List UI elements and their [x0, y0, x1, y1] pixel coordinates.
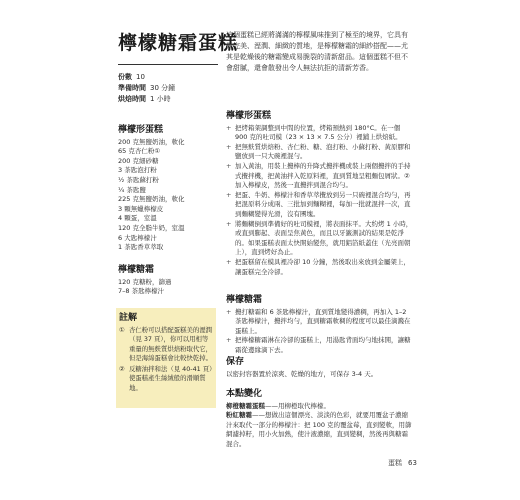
ingredient-item: 225 克無鹽奶油，軟化: [118, 195, 185, 204]
prep-time-row: [118, 83, 175, 94]
method-step: [226, 308, 414, 337]
ingredient-item: 200 克細砂糖: [118, 156, 159, 165]
step-text: 把烤箱架調整到中間的位置，烤箱預熱到 180°C。在一個 900 克的吐司模（23 × 13 × 7.5 公分）裡鋪上烘焙紙。: [235, 123, 402, 142]
plus-bullet-icon: +: [226, 336, 232, 345]
variation-text: ——想做出這個漂亮、淡淡的色彩，就要用覆盆子濃縮汁來取代一部分的檸檬汁：把 100 克的覆盆莓，直到變軟，用篩網濾掉籽，用小火加熱，使汁液濃縮，直到變稠，然後再與糖霜混合。: [226, 411, 412, 448]
servings-row: [118, 72, 175, 83]
storage-text: 以密封容器置於涼爽、乾燥的地方，可保存 3-4 天。: [226, 369, 378, 378]
method-step: [226, 162, 414, 191]
method-step: [226, 191, 414, 220]
cake-method-heading: 檸檬形蛋糕: [226, 111, 272, 121]
plus-bullet-icon: +: [226, 219, 232, 228]
step-text: 攪打糖霜和 6 茶匙檸檬汁，直到質地變得濃稠，再加入 1–2 茶匙檸檬汁，攪拌均勻，直到糖霜軟稠的程度可以最佳滴濺在蛋糕上。: [235, 307, 411, 335]
cake-ingredients: [118, 126, 218, 253]
storage-section: [226, 358, 414, 379]
step-text: 加入黃油，用裝上攪棒的升降式攪拌機或裝上兩個攪拌的手持式攪拌機，把黃油拌入乾原料裡，直到質地呈粗麵包屑狀。②加入檸檬皮，然後一直攪拌到混合均勻。: [235, 161, 411, 190]
step-text: 把檸檬糖霜淋在冷卻的蛋糕上，用湯匙背面均勻地抹開，讓糖霜從邊緣滴下去。: [235, 336, 411, 354]
step-text: 將麵糊倒到準備好的吐司模裡，將表面抹平。大約烤 1 小時，或直到膨起、表面呈焦黃色，而且以牙籤測試的結果是乾淨的。如果蛋糕表面太快開始變焦，就用鋁箔紙蓋住（光亮面朝上），直到烤好為止。: [235, 219, 413, 257]
notes-box: [116, 308, 216, 408]
method-step: [226, 124, 414, 143]
page-number: 63: [408, 459, 417, 467]
servings-label: 份數: [118, 73, 132, 81]
variation-label: 粉紅糖霜: [226, 411, 252, 420]
plus-bullet-icon: +: [226, 123, 232, 132]
storage-heading: 保存: [226, 357, 245, 367]
bake-time-label: 烘焙時間: [118, 95, 146, 103]
icing-method-heading: 檸檬糖霜: [226, 295, 263, 305]
step-text: 把蛋、牛奶、檸檬汁和香草萃攪放到另一只碗裡混合均勻，再把混原料分成兩、三批加到麵糊裡，每加一批就混拌一次，直到麵糊變得光滑，沒有團塊。: [235, 190, 411, 218]
notes-heading: 註解: [119, 313, 138, 323]
bake-time-row: [118, 94, 175, 105]
servings-value: 10: [136, 73, 145, 81]
variation-item: [226, 411, 414, 449]
recipe-meta: [118, 72, 175, 105]
note-text: 杏仁粉可以搭配蛋糕美的溼潤（見 37 頁），你可以用相等重量的無麩質烘焙粉取代它，但是海綿蛋糕會比較快乾掉。: [129, 326, 213, 362]
cake-ingredients-heading: 檸檬形蛋糕: [118, 125, 164, 135]
step-text: 把蛋糕留在模具裡冷卻 10 分鐘，然後取出來放到金屬架上，讓蛋糕完全冷卻。: [235, 257, 410, 276]
icing-ingredients-heading: 檸檬糖霜: [118, 265, 155, 275]
variation-text: ——用柳橙取代檸檬。: [265, 401, 330, 410]
ingredient-item: 200 克無鹽奶油，軟化: [118, 137, 185, 146]
prep-time-value: 30 分鐘: [150, 84, 176, 92]
ingredient-item: 3 顆無蠟檸檬皮: [118, 204, 164, 213]
variations-heading: 本點變化: [226, 389, 263, 399]
icing-steps: [226, 308, 414, 356]
note-number: ①: [119, 326, 125, 334]
page-title: 檸檬糖霜蛋糕: [118, 32, 239, 54]
note-item: [119, 365, 213, 393]
ingredient-item: 4 顆蛋，室溫: [118, 214, 157, 223]
method-step: [226, 258, 414, 277]
ingredient-item: ½ 茶匙蘇打粉: [118, 175, 159, 184]
variations-section: [226, 390, 414, 450]
plus-bullet-icon: +: [226, 257, 232, 266]
ingredient-item: 3 茶匙泡打粉: [118, 166, 157, 175]
icing-ingredients: [118, 266, 218, 297]
step-text: 把無麩質烘焙粉、杏仁粉、糖、泡打粉、小蘇打粉、黃原膠和鹽放到一只大碗裡混勻。: [235, 142, 411, 161]
variation-item: [226, 402, 414, 412]
footer-section-name: 蛋糕: [388, 459, 402, 467]
method-step: [226, 143, 414, 162]
ingredient-item: 7–8 茶匙檸檬汁: [118, 287, 165, 296]
ingredient-item: 120 克全脂牛奶，室溫: [118, 223, 185, 232]
variation-label: 柳橙糖霜蛋糕: [226, 401, 265, 410]
method-step: [226, 220, 414, 258]
ingredient-item: 65 克杏仁粉①: [118, 147, 161, 156]
ingredient-item: 1 茶匙香草萃取: [118, 243, 164, 252]
cake-steps: [226, 124, 414, 278]
ingredient-item: 120 克糖粉，篩過: [118, 277, 172, 286]
plus-bullet-icon: +: [226, 190, 232, 199]
prep-time-label: 準備時間: [118, 84, 146, 92]
cake-method: [226, 112, 414, 277]
intro-paragraph: 這個蛋糕已經將滿滿的檸檬風味推到了極至的境界，它具有最完美、溼潤、細緻的質地，是檸檬糖霜的細紗搭配——尤其是乾燥後的糖霜變成易脆裂的清新甜品。這個蛋糕不但不會甜膩，還會散發出令人無法抗拒的清新芳香。: [226, 31, 408, 72]
note-text: 反糖油拌和法（見 40-41 頁）使蛋糕產生絲絨般的滑順質地。: [129, 365, 213, 392]
plus-bullet-icon: +: [226, 142, 232, 151]
method-step: [226, 336, 414, 355]
page-footer: [382, 458, 417, 468]
bake-time-value: 1 小時: [150, 95, 171, 103]
note-item: [119, 326, 213, 363]
icing-method: [226, 296, 414, 356]
title-divider: [118, 64, 218, 65]
ingredient-item: ¼ 茶匙鹽: [118, 185, 146, 194]
ingredient-item: 6 大匙檸檬汁: [118, 233, 157, 242]
note-number: ②: [119, 365, 125, 374]
plus-bullet-icon: +: [226, 161, 232, 170]
plus-bullet-icon: +: [226, 307, 232, 316]
